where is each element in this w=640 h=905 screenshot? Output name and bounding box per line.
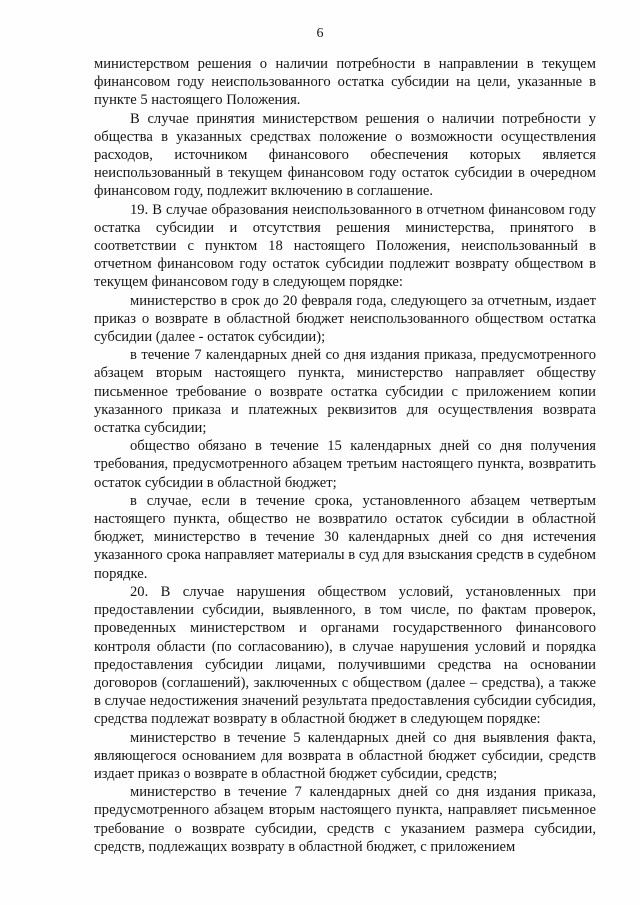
page-number: 6 (316, 26, 324, 41)
paragraph: 19. В случае образования неиспользованного в отчетном финансовом году остатка субсидии и отсутствия решения министерства, принятого в соответствии с пунктом 18 настоящего Положения, неиспользованный в отчетном финансовом году остаток субсидии подлежит возврату обществом в текущем финансовом году в следующем порядке: (94, 201, 596, 291)
paragraph: в течение 7 календарных дней со дня издания приказа, предусмотренного абзацем вторым настоящего пункта, министерство направляет обществу письменное требование о возврате остатка субсидии с приложением копии указанного приказа и платежных реквизитов для осуществления возврата остатка субсидии; (94, 347, 596, 437)
paragraph: 20. В случае нарушения обществом условий, установленных при предоставлении субсидии, выявленного, в том числе, по фактам проверок, проведенных министерством и органами государственного финансового контроля области (по согласованию), в случае нарушения условий и порядка предоставления субсидии лицами, получившими средства на основании договоров (соглашений), заключенных с обществом (далее – средства), а также в случае недостижения значений результата предоставления субсидии субсидия, средства подлежат возврату в областной бюджет в следующем порядке: (94, 583, 596, 728)
paragraph: министерство в течение 7 календарных дней со дня издания приказа, предусмотренного абзацем вторым настоящего пункта, направляет письменное требование о возврате субсидии, средств с указанием размера субсидии, средств, подлежащих возврату в областной бюджет, с приложением (94, 784, 596, 855)
paragraph: В случае принятия министерством решения о наличии потребности у общества в указанных средствах положение о возможности осуществления расходов, источником финансового обеспечения которых является неиспользованный в текущем финансовом году остаток субсидии в очередном финансовом году, подлежит включению в соглашение. (94, 110, 596, 200)
paragraph: общество обязано в течение 15 календарных дней со дня получения требования, предусмотренного абзацем третьим настоящего пункта, возвратить остаток субсидии в областной бюджет; (94, 438, 596, 491)
paragraph: министерством решения о наличии потребности в направлении в текущем финансовом году неиспользованного остатка субсидии на цели, указанные в пункте 5 настоящего Положения. (94, 56, 596, 109)
document-body (94, 55, 596, 856)
paragraph: в случае, если в течение срока, установленного абзацем четвертым настоящего пункта, общество не возвратило остаток субсидии в областной бюджет, министерство в течение 30 календарных дней со дня истечения указанного срока направляет материалы в суд для взыскания средств в судебном порядке. (94, 492, 596, 582)
paragraph: министерство в течение 5 календарных дней со дня выявления факта, являющегося основанием для возврата в областной бюджет субсидии, средств издает приказ о возврате в областной бюджет субсидии, средств; (94, 729, 596, 782)
paragraph: министерство в срок до 20 февраля года, следующего за отчетным, издает приказ о возврате в областной бюджет неиспользованного обществом остатка субсидии (далее - остаток субсидии); (94, 292, 596, 346)
